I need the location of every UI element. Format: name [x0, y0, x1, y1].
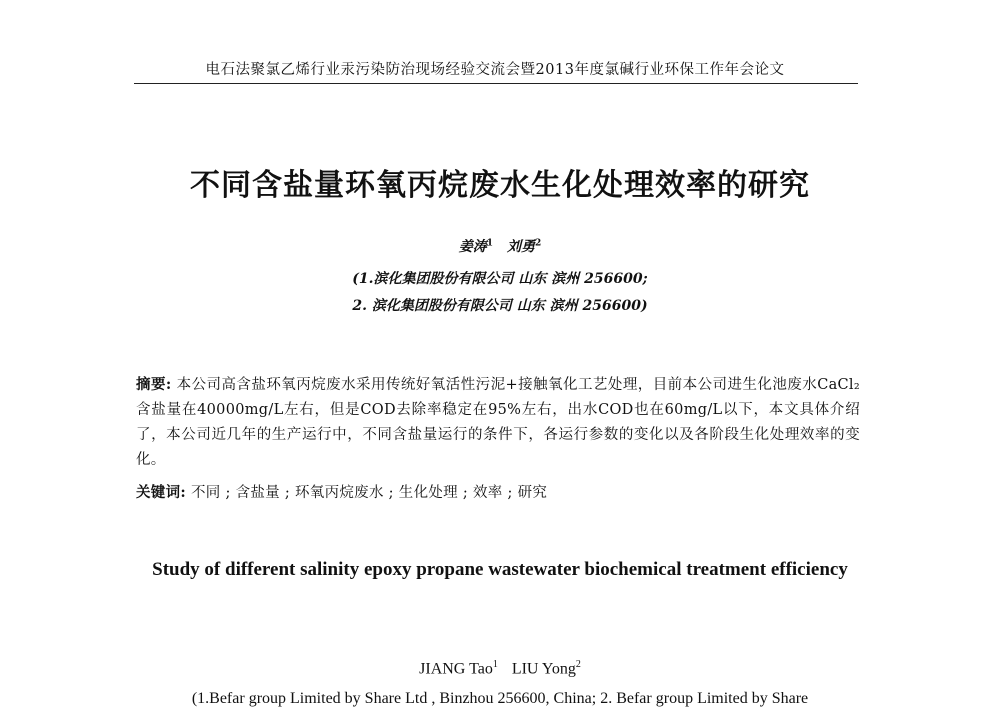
running-header: 电石法聚氯乙烯行业汞污染防治现场经验交流会暨2013年度氯碱行业环保工作年会论文 [205, 62, 785, 78]
abstract-cn [136, 372, 860, 473]
author-name: 姜涛 [458, 239, 487, 255]
author-affiliation-mark: 2 [535, 238, 542, 249]
abstract-label: 摘要: [136, 376, 172, 393]
author-affiliation-mark: 1 [486, 238, 493, 249]
author-name: 刘勇 [507, 239, 535, 255]
affiliation-en: (1.Befar group Limited by Share Ltd , Binzhou 256600, China; 2. Befar group Limited by Share [191, 690, 809, 707]
paper-title-en: Study of different salinity epoxy propane wastewater biochemical treatment efficiency [152, 559, 848, 580]
abstract-text: 本公司高含盐环氧丙烷废水采用传统好氧活性污泥+接触氧化工艺处理，目前本公司进生化池废水CaCl₂含盐量在40000mg/L左右，但是COD去除率稳定在95%左右，出水COD也在60mg/L以下，本文具体介绍了，本公司近几年的生产运行中，不同含盐量运行的条件下，各运行参数的变化以及各阶段生化处理效率的变化。 [136, 377, 860, 468]
author-affiliation-mark: 2 [575, 659, 581, 670]
paper-title-cn: 不同含盐量环氧丙烷废水生化处理效率的研究 [190, 168, 810, 203]
author-name: JIANG Tao [419, 660, 493, 678]
affiliation-cn-2: 2. 滨化集团股份有限公司 山东 滨州 256600) [352, 298, 648, 314]
keywords-label: 关键词: [136, 484, 187, 501]
author-affiliation-mark: 1 [492, 659, 498, 670]
keywords-cn [136, 481, 860, 502]
author-name: LIU Yong [511, 660, 576, 678]
authors-cn [0, 236, 1000, 256]
keywords-text: 不同 ; 含盐量 ; 环氧丙烷废水 ; 生化处理 ; 效率 ; 研究 [186, 485, 548, 501]
affiliation-cn-1: (1.滨化集团股份有限公司 山东 滨州 256600; [352, 271, 648, 287]
authors-en [0, 659, 1000, 678]
header-rule [134, 83, 858, 84]
